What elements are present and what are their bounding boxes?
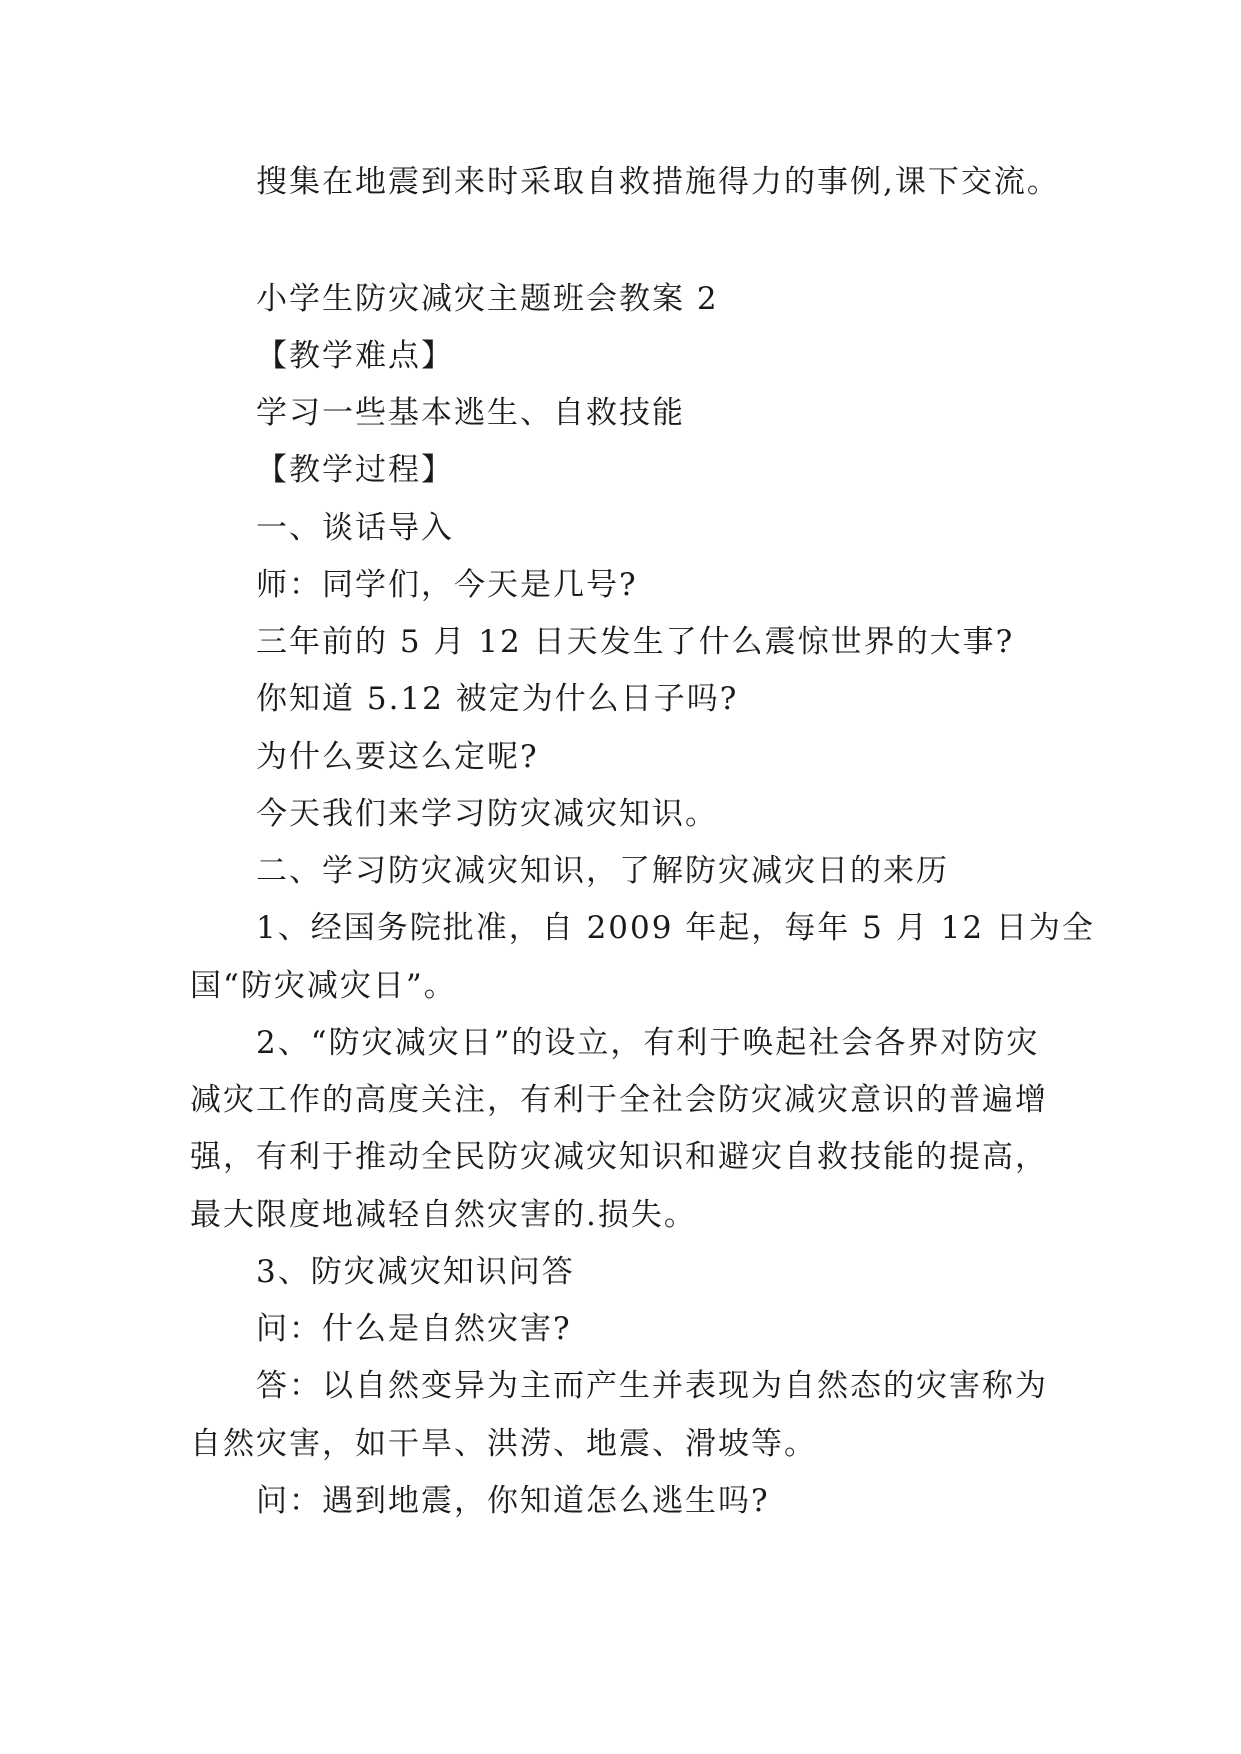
- paragraph-line: 今天我们来学习防灾减灾知识。: [256, 796, 718, 832]
- paragraph-line: 一、谈话导入: [256, 510, 454, 546]
- paragraph-line: 2、“防灾减灾日”的设立，有利于唤起社会各界对防灾: [256, 1025, 1040, 1061]
- paragraph-line: 你知道 5.12 被定为什么日子吗?: [256, 681, 739, 717]
- paragraph-line: 二、学习防灾减灾知识，了解防灾减灾日的来历: [256, 853, 949, 889]
- paragraph-line: 为什么要这么定呢?: [256, 739, 539, 775]
- paragraph-line: 学习一些基本逃生、自救技能: [256, 395, 685, 431]
- question-line: 问：什么是自然灾害?: [256, 1311, 572, 1347]
- paragraph-line: 最大限度地减轻自然灾害的.损失。: [190, 1197, 697, 1233]
- paragraph-line: 搜集在地震到来时采取自救措施得力的事例,课下交流。: [256, 164, 1060, 200]
- answer-line: 答：以自然变异为主而产生并表现为自然态的灾害称为: [256, 1368, 1048, 1404]
- paragraph-line: 师：同学们，今天是几号?: [256, 567, 638, 603]
- paragraph-line: 国“防灾减灾日”。: [190, 968, 457, 1004]
- paragraph-line: 1、经国务院批准，自 2009 年起，每年 5 月 12 日为全: [256, 910, 1095, 946]
- answer-line: 自然灾害，如干旱、洪涝、地震、滑坡等。: [190, 1426, 817, 1462]
- paragraph-line: 三年前的 5 月 12 日天发生了什么震惊世界的大事?: [256, 624, 1015, 660]
- paragraph-line: 强，有利于推动全民防灾减灾知识和避灾自救技能的提高，: [190, 1139, 1048, 1175]
- heading-line: 【教学过程】: [256, 452, 454, 488]
- question-line: 问：遇到地震，你知道怎么逃生吗?: [256, 1483, 770, 1519]
- paragraph-line: 3、防灾减灾知识问答: [256, 1254, 575, 1290]
- paragraph-line: 减灾工作的高度关注，有利于全社会防灾减灾意识的普遍增: [190, 1082, 1048, 1118]
- section-title: 小学生防灾减灾主题班会教案 2: [256, 281, 719, 317]
- heading-line: 【教学难点】: [256, 338, 454, 374]
